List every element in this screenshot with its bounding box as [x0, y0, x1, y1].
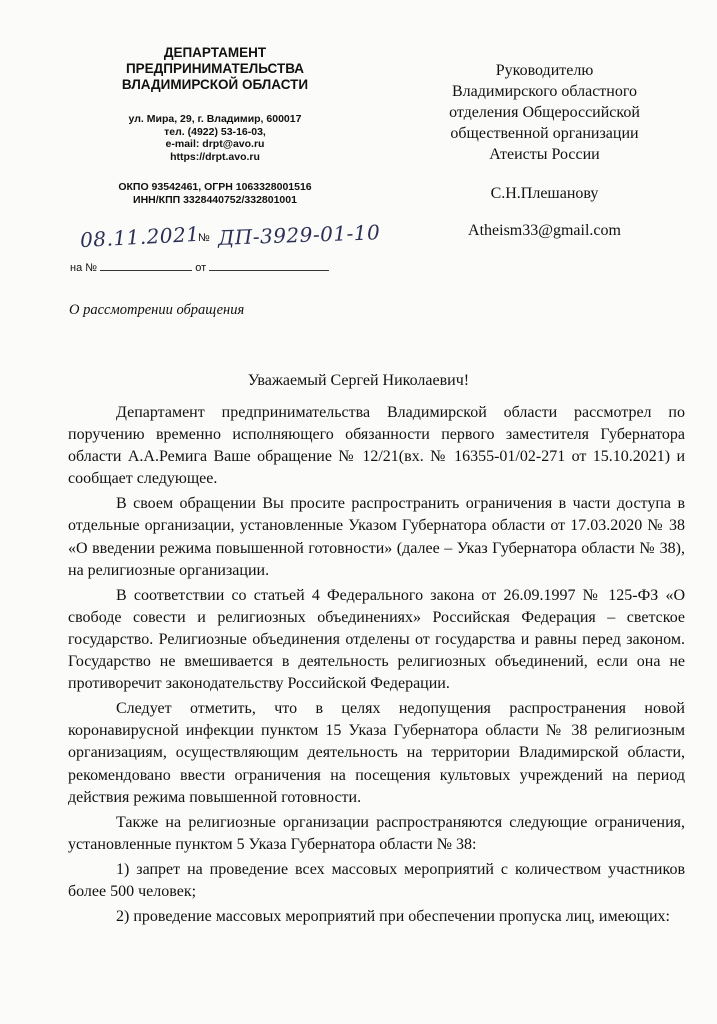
registration-block [70, 220, 381, 282]
recipient-block [422, 60, 667, 241]
body-paragraph-5: Также на религиозные организации распространяются следующие ограничения, установленные пунктом 5 Указа Губернатора области № 38: [68, 813, 685, 853]
handwritten-number: ДП-3929-01-10 [217, 220, 381, 250]
recipient-name: С.Н.Плешанову [490, 185, 599, 202]
reference-number-blank [100, 260, 192, 271]
org-line-3: ВЛАДИМИРСКОЙ ОБЛАСТИ [121, 77, 309, 92]
letter-body [68, 402, 685, 928]
recipient-line-3: отделения Общероссийской [449, 104, 640, 121]
reference-date-blank [209, 260, 329, 271]
org-line-2: ПРЕДПРИНИМАТЕЛЬСТВА [125, 61, 305, 76]
sender-organization [70, 45, 360, 93]
sender-address: ул. Мира, 29, г. Владимир, 600017 [128, 113, 302, 125]
body-paragraph-4: Следует отметить, что в целях недопущения распространения новой коронавирусной инфекции пунктом 15 Указа Губернатора области № 38 религиозным организациям, осуществляющим деятельность на территории Владимирской области, рекомендовано ввести ограничения на посещения культовых учреждений на период действия режима повышенной готовности. [68, 700, 685, 806]
body-paragraph-2: В своем обращении Вы просите распространить ограничения в части доступа в отдельные организации, установленные Указом Губернатора области от 17.03.2020 № 38 «О введении режима повышенной готовности» (далее – Указ Губернатора области № 38), на религиозные организации. [68, 495, 685, 579]
recipient-line-2: Владимирского областного [451, 83, 638, 100]
recipient-line-4: общественной организации [450, 125, 639, 142]
letter-subject: О рассмотрении обращения [69, 302, 245, 318]
body-paragraph-7: 2) проведение массовых мероприятий при обеспечении пропуска лиц, имеющих: [116, 908, 670, 926]
handwritten-date: 08.11.2021 [79, 221, 201, 253]
ot-label: от [195, 262, 207, 274]
na-label: на № [70, 262, 98, 274]
sender-email: e-mail: drpt@avo.ru [165, 138, 265, 150]
sender-inn-kpp: ИНН/КПП 3328440752/332801001 [133, 193, 297, 206]
sender-codes [70, 181, 360, 206]
sender-okpo-ogrn: ОКПО 93542461, ОГРН 1063328001516 [118, 181, 312, 193]
sender-phone: тел. (4922) 53-16-03, [164, 125, 266, 138]
body-paragraph-6: 1) запрет на проведение всех массовых мероприятий с количеством участников более 500 человек; [68, 860, 685, 900]
reference-line [70, 260, 329, 274]
recipient-line-1: Руководителю [495, 62, 594, 79]
sender-website: https://drpt.avo.ru [170, 150, 260, 163]
body-paragraph-3: В соответствии со статьей 4 Федерального закона от 26.09.1997 № 125-ФЗ «О свободе совести и религиозных объединениях» Российская Федерация – светское государство. Религиозные объединения отделены от государства и равны перед законом. Государство не вмешивается в деятельность религиозных объединений, если она не противоречит законодательству Российской Федерации. [68, 586, 685, 693]
sender-contacts [70, 113, 360, 163]
recipient-email: Atheism33@gmail.com [468, 222, 621, 239]
recipient-line-5: Атеисты России [489, 146, 600, 163]
sender-block [70, 45, 360, 206]
org-line-1: ДЕПАРТАМЕНТ [163, 45, 267, 60]
salutation: Уважаемый Сергей Николаевич! [247, 372, 470, 389]
number-label: № [198, 232, 210, 244]
body-paragraph-1: Департамент предпринимательства Владимирской области рассмотрел по поручению временно исполняющего обязанности первого заместителя Губернатора области А.А.Ремига Ваше обращение № 12/21(вх. № 16355-01/02-271 от 15.10.2021) и сообщает следующее. [68, 404, 685, 488]
